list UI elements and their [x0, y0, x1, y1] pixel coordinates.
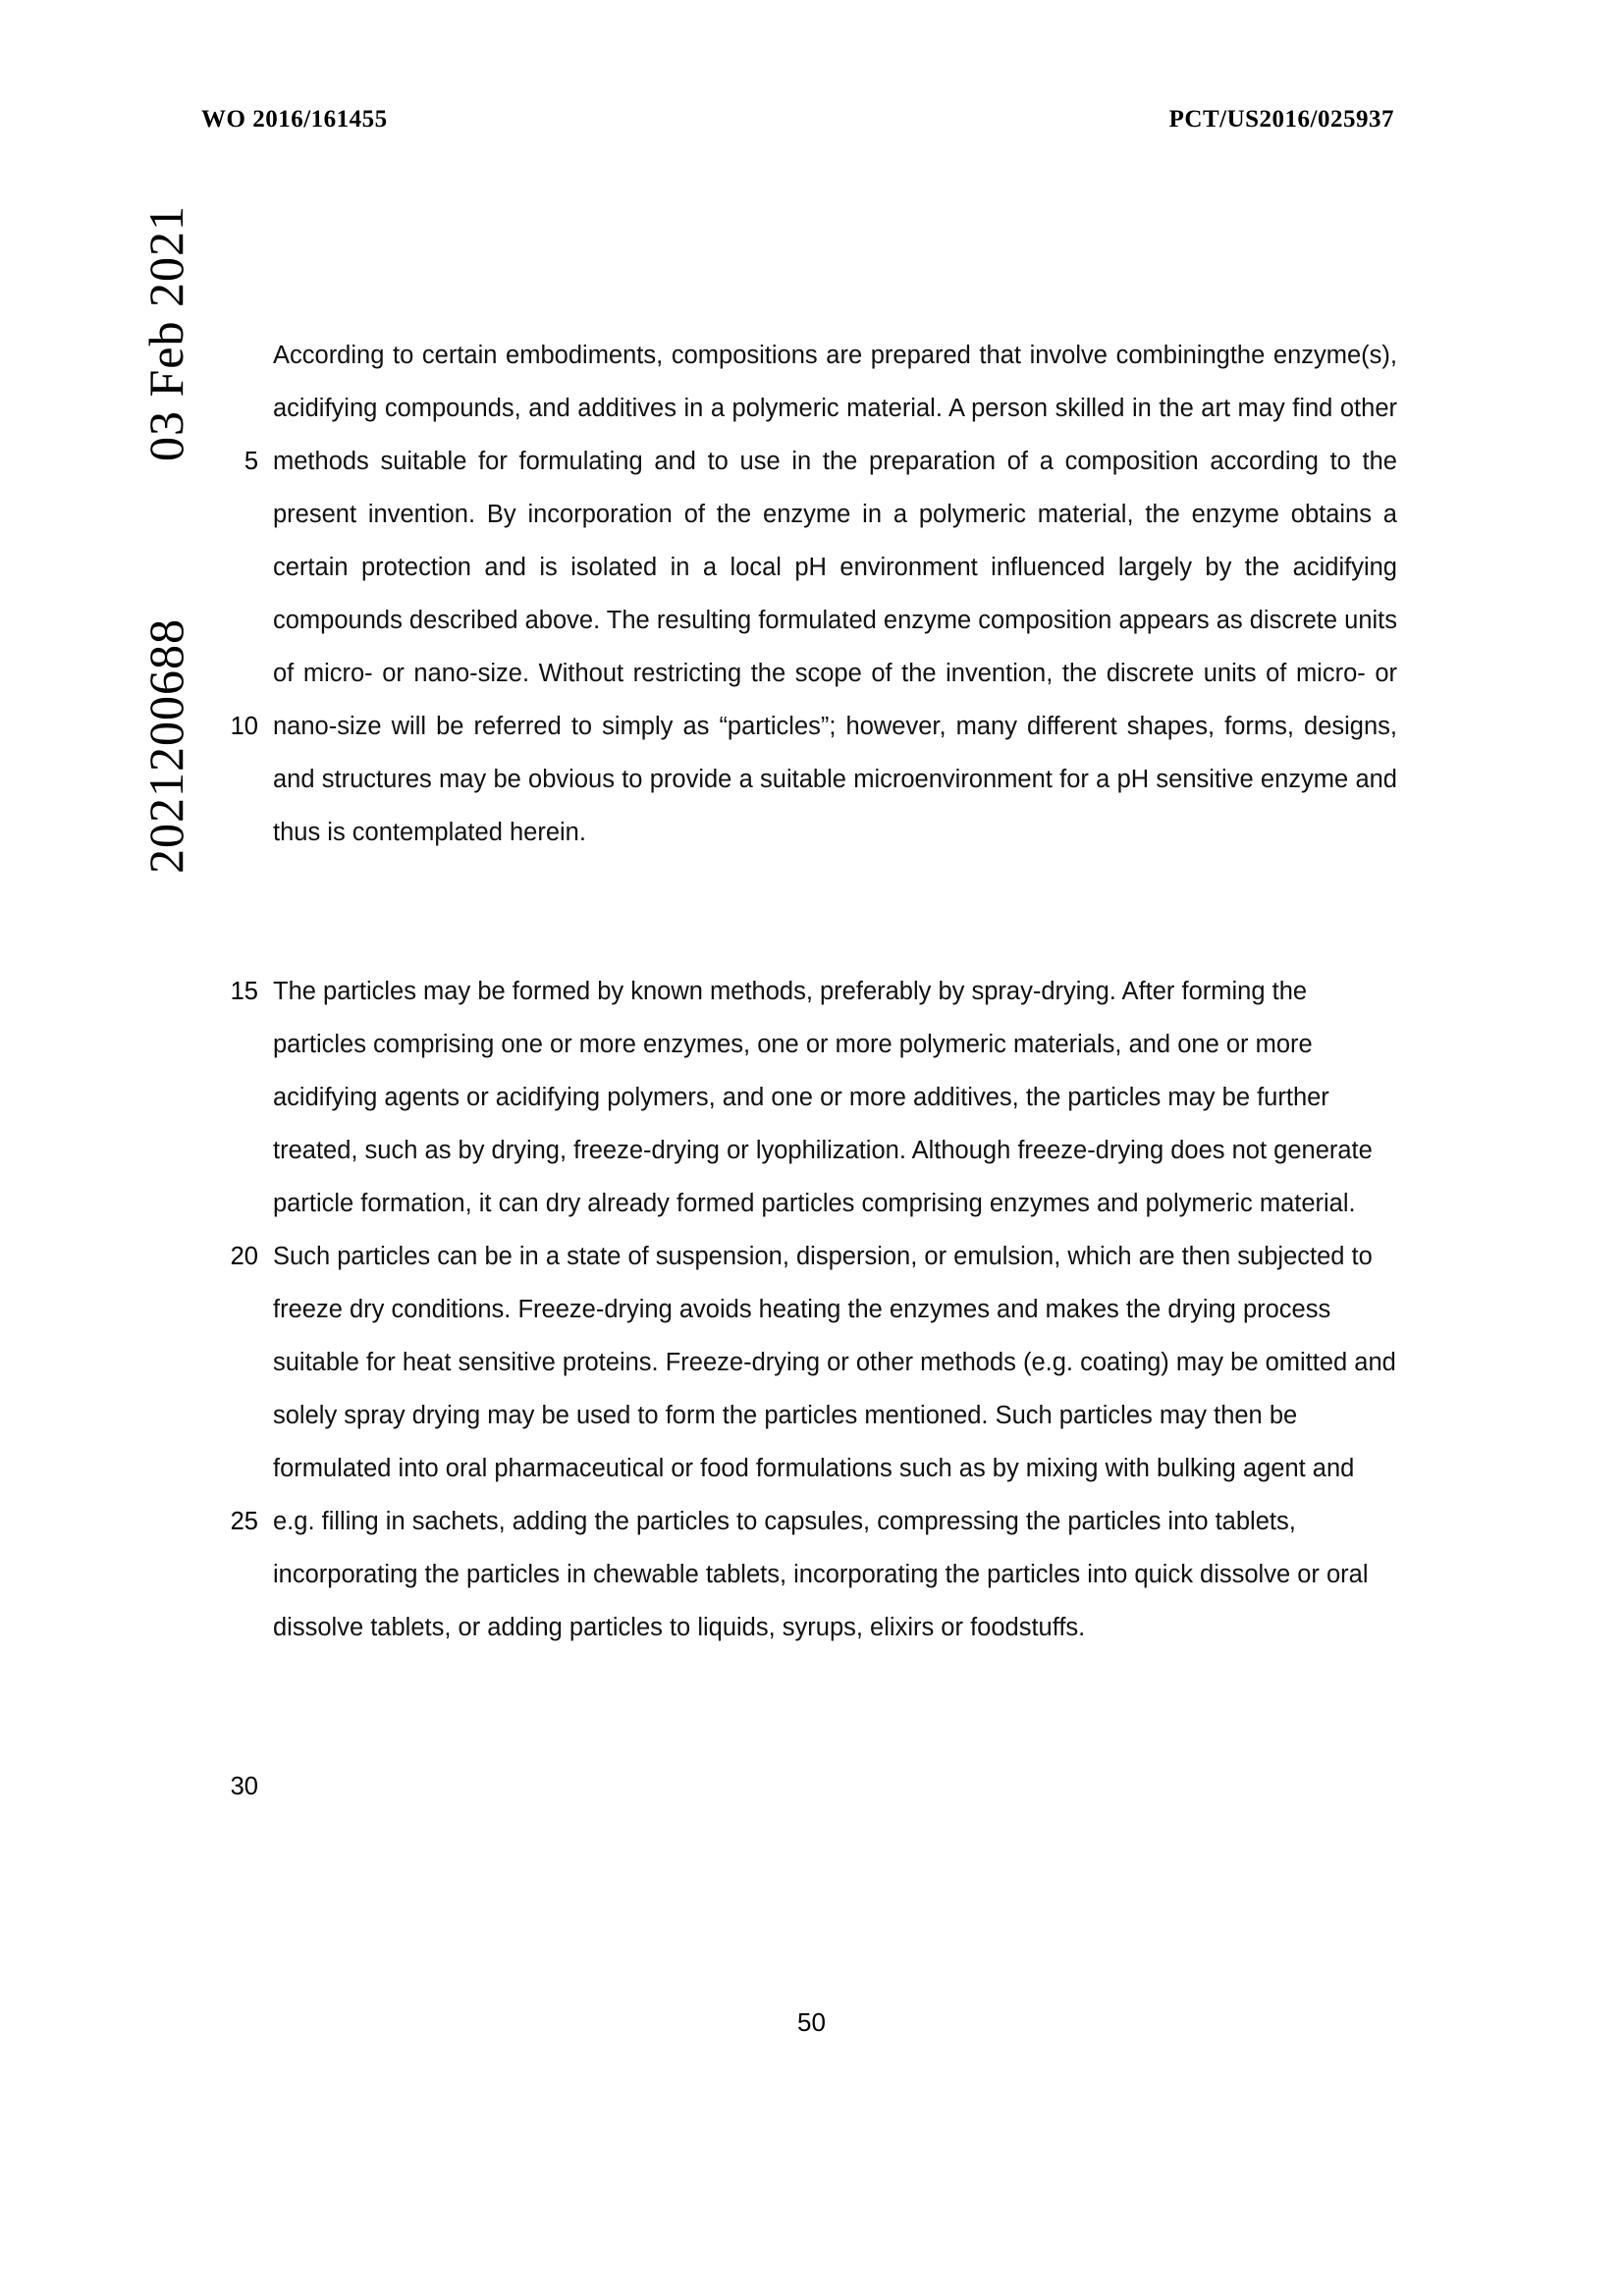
header-publication-number: WO 2016/161455 [201, 106, 388, 133]
line-number: 15 [230, 978, 258, 1005]
line-number: 25 [230, 1508, 258, 1535]
page-number: 50 [797, 2007, 826, 2037]
paragraph-1: According to certain embodiments, compositions are prepared that involve combiningthe enzyme(s), acidifying compounds, and additives in a polymeric material. A person skilled in the art may find other methods suitable for formulating and to use in the preparation of a composition according to the present invention. By incorporation of the enzyme in a polymeric material, the enzyme obtains a certain protection and is isolated in a local pH environment influenced largely by the acidifying compounds described above. The resulting formulated enzyme composition appears as discrete units of micro- or nano-size. Without restricting the scope of the invention, the discrete units of micro- or nano-size will be referred to simply as “particles”; however, many different shapes, forms, designs, and structures may be obvious to provide a suitable microenvironment for a pH sensitive enzyme and thus is contemplated herein. [273, 342, 1397, 846]
line-number: 30 [230, 1773, 258, 1800]
header-application-number: PCT/US2016/025937 [1168, 106, 1394, 133]
paragraph-block-1 [273, 329, 1397, 859]
paragraph-2: The particles may be formed by known methods, preferably by spray-drying. After forming the particles comprising one or more enzymes, one or more polymeric materials, and one or more acidifying agents or acidifying polymers, and one or more additives, the particles may be further treated, such as by drying, freeze-drying or lyophilization. Although freeze-drying does not generate particle formation, it can dry already formed particles comprising enzymes and polymeric material. Such particles can be in a state of suspension, dispersion, or emulsion, which are then subjected to freeze dry conditions. Freeze-drying avoids heating the enzymes and makes the drying process suitable for heat sensitive proteins. Freeze-drying or other methods (e.g. coating) may be omitted and solely spray drying may be used to form the particles mentioned. Such particles may then be formulated into oral pharmaceutical or food formulations such as by mixing with bulking agent and e.g. filling in sachets, adding the particles to capsules, compressing the particles into tablets, incorporating the particles in chewable tablets, incorporating the particles into quick dissolve or oral dissolve tablets, or adding particles to liquids, syrups, elixirs or foodstuffs. [273, 978, 1396, 1641]
stamp-date: 03 Feb 2021 [138, 205, 193, 461]
body-text [273, 329, 1397, 1654]
line-number: 5 [243, 448, 258, 475]
stamp-application-number: 2021200688 [138, 618, 193, 874]
page-header [201, 106, 1394, 133]
line-number: 20 [230, 1243, 258, 1270]
line-number: 10 [230, 713, 258, 740]
page-footer [0, 2007, 1623, 2038]
vertical-stamp [35, 167, 193, 874]
paragraph-spacer [273, 859, 1397, 912]
paragraph-block-2 [273, 965, 1397, 1654]
paragraph-spacer [273, 912, 1397, 965]
